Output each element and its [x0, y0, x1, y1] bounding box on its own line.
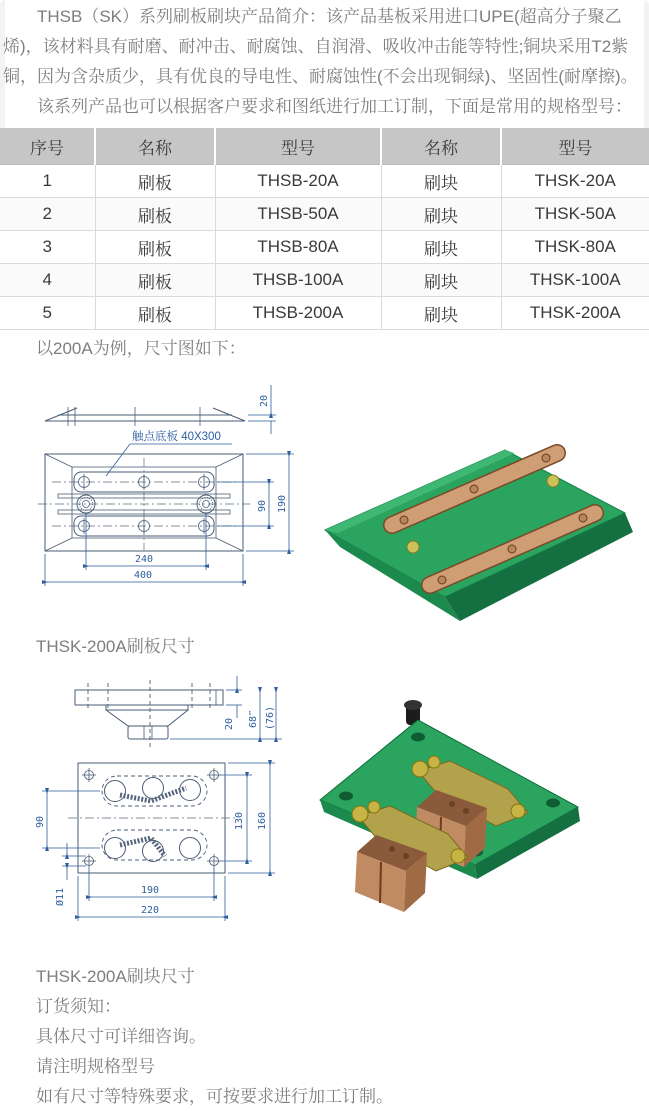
- cell-name: 刷块: [381, 231, 501, 264]
- svg-text:160: 160: [257, 811, 268, 830]
- cell-name: 刷板: [95, 165, 215, 198]
- cell-model: THSK-20A: [501, 165, 649, 198]
- svg-text:(76): (76): [265, 705, 276, 730]
- svg-text:400: 400: [134, 570, 153, 581]
- order-notice-line-2: 请注明规格型号: [36, 1057, 155, 1076]
- cell-name: 刷块: [381, 264, 501, 297]
- svg-text:90: 90: [257, 499, 268, 512]
- cell-model: THSK-80A: [501, 231, 649, 264]
- cell-index: 1: [0, 165, 95, 198]
- block-top-view: [68, 763, 236, 873]
- cell-index: 5: [0, 297, 95, 330]
- cell-model: THSK-50A: [501, 198, 649, 231]
- table-row: [0, 297, 649, 330]
- spec-table: [0, 128, 649, 330]
- table-row: [0, 198, 649, 231]
- cell-model: THSB-80A: [215, 231, 381, 264]
- order-notice-line-3: 如有尺寸等特殊要求，可按要求进行加工订制。: [36, 1087, 393, 1106]
- block-3d-image: [300, 695, 640, 960]
- svg-text:触点底板 40X300: 触点底板 40X300: [132, 431, 221, 443]
- cell-name: 刷板: [95, 231, 215, 264]
- cell-model: THSK-200A: [501, 297, 649, 330]
- intro-paragraph-2: 该系列产品也可以根据客户要求和图纸进行加工订制，下面是常用的规格型号：: [37, 97, 632, 116]
- contact-base-annotation: [106, 429, 232, 476]
- svg-text:220: 220: [141, 905, 160, 916]
- block-dimension-drawing: [20, 668, 310, 953]
- svg-text:90: 90: [35, 815, 46, 828]
- col-header-name-1: 名称: [95, 128, 215, 165]
- cell-model: THSK-100A: [501, 264, 649, 297]
- example-caption: 以200A为例，尺寸图如下：: [36, 339, 246, 358]
- block-size-label: THSK-200A刷块尺寸: [36, 967, 195, 986]
- svg-text:20: 20: [224, 717, 235, 730]
- table-row: [0, 264, 649, 297]
- plate-dims: [45, 454, 294, 586]
- plate-dimension-drawing: [20, 382, 325, 607]
- cell-index: 4: [0, 264, 95, 297]
- cell-name: 刷块: [381, 198, 501, 231]
- page-edge-right: [644, 0, 649, 140]
- order-notice-line-1: 具体尺寸可详细咨询。: [36, 1027, 206, 1046]
- contact-circles: [105, 778, 201, 862]
- plate-thickness-dim: [248, 385, 276, 434]
- plate-top-view: [38, 454, 250, 551]
- cell-model: THSB-200A: [215, 297, 381, 330]
- svg-text:20: 20: [259, 394, 270, 407]
- cell-name: 刷块: [381, 165, 501, 198]
- plate-3d-image: [310, 425, 640, 650]
- cell-name: 刷板: [95, 198, 215, 231]
- cell-model: THSB-20A: [215, 165, 381, 198]
- cell-index: 3: [0, 231, 95, 264]
- table-row: [0, 231, 649, 264]
- cell-index: 2: [0, 198, 95, 231]
- svg-text:130: 130: [234, 811, 245, 830]
- spec-table-header-row: [0, 128, 649, 165]
- col-header-index: 序号: [0, 128, 95, 165]
- block-side-dims: [170, 676, 282, 739]
- plate-size-label: THSK-200A刷板尺寸: [36, 637, 195, 656]
- plate-side-view: [45, 407, 245, 426]
- table-row: [0, 165, 649, 198]
- cell-name: 刷板: [95, 264, 215, 297]
- col-header-name-2: 名称: [381, 128, 501, 165]
- cell-model: THSB-100A: [215, 264, 381, 297]
- svg-text:68‴: 68‴: [248, 709, 259, 728]
- cell-name: 刷板: [95, 297, 215, 330]
- block-side-view: [75, 680, 223, 748]
- order-notice-title: 订货须知：: [36, 997, 121, 1016]
- intro-section: [3, 2, 644, 122]
- cell-model: THSB-50A: [215, 198, 381, 231]
- svg-text:190: 190: [141, 885, 160, 896]
- svg-text:240: 240: [135, 554, 154, 565]
- green-base-plate: [325, 450, 633, 621]
- svg-text:Ø11: Ø11: [55, 887, 66, 906]
- cell-name: 刷块: [381, 297, 501, 330]
- intro-paragraph-1: THSB（SK）系列刷板刷块产品简介：该产品基板采用进口UPE(超高分子聚乙烯)，该材料具有耐磨、耐冲击、耐腐蚀、自润滑、吸收冲击能等特性;铜块采用T2紫铜，因为含杂质少，具有优良的导电性、耐腐蚀性(不会出现铜绿)、坚固性(耐摩擦)。: [3, 7, 638, 86]
- col-header-model-2: 型号: [501, 128, 649, 165]
- col-header-model-1: 型号: [215, 128, 381, 165]
- svg-text:190: 190: [277, 494, 288, 513]
